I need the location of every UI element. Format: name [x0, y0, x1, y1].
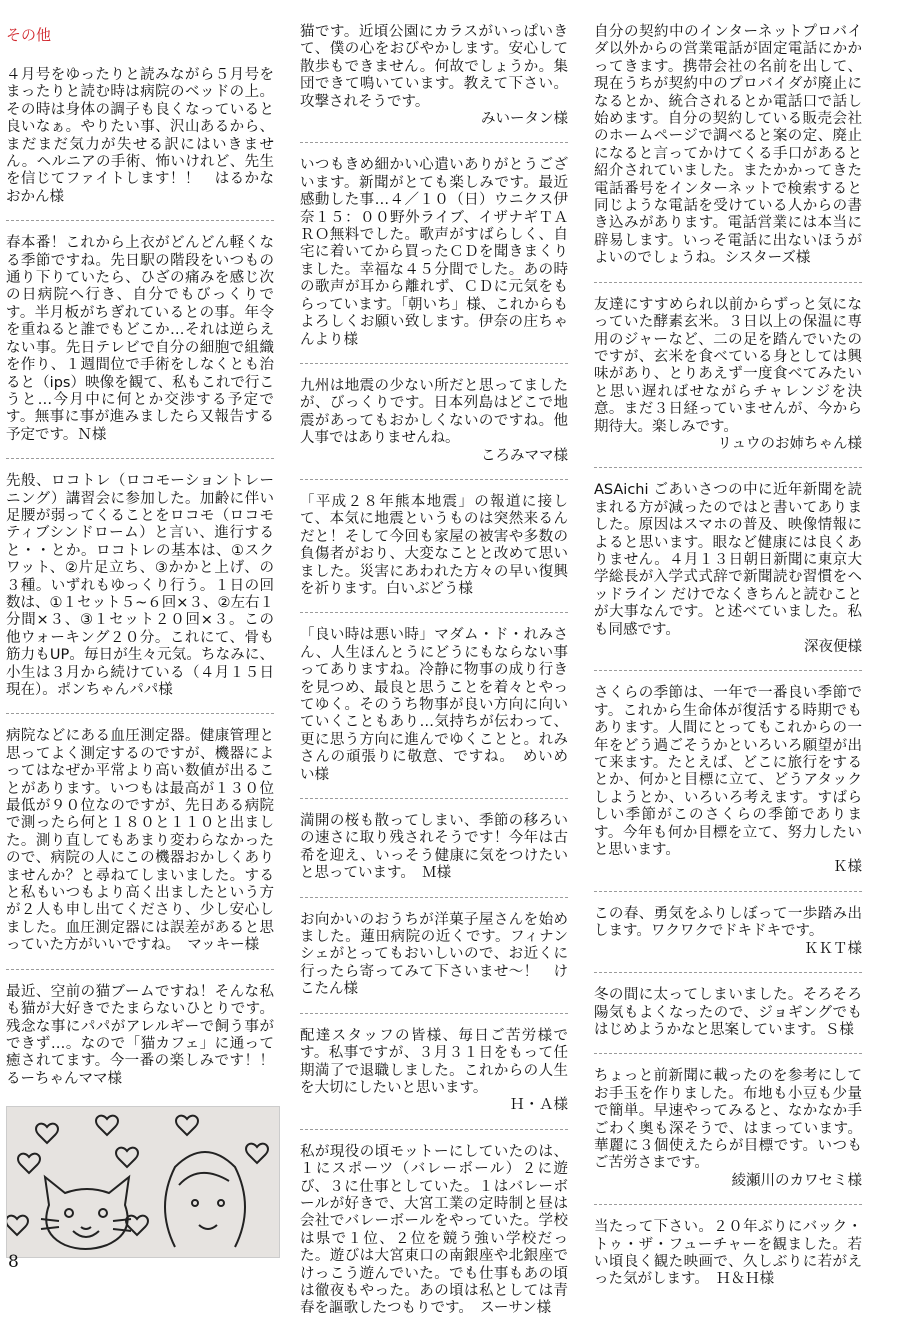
letter-body: 「平成２８年熊本地震」の報道に接して、本気に地震というものは突然来るんだと！そして今回も家屋の被害や多数の負傷者がおり、大変なことと改めて思いました。災害にあわれた方々の早い復興を祈ります。白いぶどう様 — [300, 493, 568, 597]
letter-signature: Ｋ様 — [833, 859, 862, 876]
reader-letter — [594, 282, 862, 468]
reader-letter — [300, 612, 568, 798]
reader-letter — [6, 458, 274, 713]
reader-letter — [594, 972, 862, 1053]
reader-letter — [594, 1053, 862, 1204]
letter-body: ４月号をゆったりと読みながら５月号をまったりと読む時は病院のベッドの上。その時は身体の調子も良くなっていると良いなぁ。やりたい事、沢山あるから、まだまだ気力が失せる訳にはいきません。ヘルニアの手術、怖いけれど、先生を信じてファイトします！！ はるかなおかん様 — [6, 67, 274, 205]
letter-body: 最近、空前の猫ブームですね！そんな私も猫が大好きでたまらないひとりです。残念な事にパパがアレルギーで飼う事ができず…。なので「猫カフェ」に通って癒されてます。今一番の楽しみです！！ るーちゃんママ様 — [6, 983, 289, 1087]
section-title: その他 — [6, 26, 52, 44]
reader-letter — [6, 969, 289, 1102]
reader-letter — [6, 67, 274, 220]
reader-letter — [300, 798, 568, 897]
column-1 — [6, 24, 289, 1258]
reader-letter — [300, 897, 568, 1013]
reader-letter — [6, 713, 274, 968]
letter-signature: Ｈ・Ａ様 — [510, 1097, 568, 1114]
letter-signature: みいータン様 — [481, 111, 568, 128]
reader-letter — [300, 24, 568, 142]
letter-body: ASAichi ごあいさつの中に近年新聞を読まれる方が減ったのではと書いてありました。原因はスマホの普及、映像情報によると思います。眼など健康には良くありません。４月１３日朝日新聞に東京大学総長が入学式式辞で新聞読む習慣をヘッドライン だけでなくきちんと読むことが大事なんです。と述べていました。私も同感です。 — [594, 482, 862, 638]
letter-body: 「良い時は悪い時」マダム・ド・れみさん、人生ほんとうにどうにもならない事ってありますね。冷静に物事の成り行きを見つめ、最良と思うことを着々とやってゆく。そのうち物事が良い方向に向いていくこともあり…気持ちが伝わって、更に思う方向に進んでゆくことと。れみさんの頑張りに敬意、ですね。 めいめい様 — [300, 627, 568, 783]
reader-letter — [594, 891, 862, 972]
letter-body: 病院などにある血圧測定器。健康管理と思ってよく測定するのですが、機器によってはなぜか平常より高い数値が出ることがあります。いつもは最高が１３０位最低が９０位なのですが、先日ある病院で測ったら何と１８０と１１０と出ました。測り直してもあまり変わらなかったので、病院の人にこの機器おかしくありませんか？と尋ねてしまいました。すると私もいつもより高く出ましたという方が２人も申し出てくださり、少し安心しました。血圧測定器には誤差があると思っていた方がいいですね。 マッキー様 — [6, 728, 274, 954]
letter-body: ちょっと前新聞に載ったのを参考にしてお手玉を作りました。布地も小豆も少量で簡単。早速やってみると、なかなか手ごわく奥も深そうで、はまっています。華麗に３個使えたらが目標です。いつもご苦労さまです。 — [594, 1068, 862, 1172]
reader-letter — [594, 1204, 862, 1303]
column-1-entries — [6, 67, 289, 1102]
letter-signature: ころみママ様 — [481, 447, 568, 464]
column-3 — [594, 24, 862, 1303]
illustration-cat-and-girl — [6, 1106, 280, 1258]
column-2-entries — [300, 24, 568, 1332]
letter-body: 九州は地震の少ない所だと思ってましたが、びっくりです。日本列島はどこで地震があってもおかしくないのですね。他人事ではありませんね。 — [300, 377, 568, 447]
letter-signature: 綾瀬川のカワセミ様 — [731, 1172, 862, 1189]
reader-letter — [594, 670, 862, 890]
reader-letter — [594, 24, 862, 282]
reader-letter — [300, 142, 568, 362]
column-2 — [300, 24, 568, 1332]
letter-body: さくらの季節は、一年で一番良い季節です。これから生命体が復活する時期でもあります。人間にとってもこれからの一年をどう過ごそうかといろいろ願望が出て来ます。たとえば、どこに旅行をするとか、何かと目標に立て、どうアタックしようとか、いろいろ考えます。すばらしい季節がこのさくらの季節であります。今年も何か目標を立て、努力したいと思います。 — [594, 685, 862, 859]
letter-body: 猫です。近頃公園にカラスがいっぱいきて、僕の心をおびやかします。安心して散歩もできません。何故でしょうか。集団できて鳴いています。教えて下さい。攻撃されそうです。 — [300, 24, 568, 110]
reader-letter — [6, 220, 274, 458]
letter-body: 春本番！これから上衣がどんどん軽くなる季節ですね。先日駅の階段をいつもの通り下りていたら、ひざの痛みを感じ次の日病院へ行き、自分でもびっくりです。半月板がちぎれているとの事。年令を重ねると誰でもどこか…それは逆らえない事。先日テレビで自分の細胞で組織を作り、１週間位で手術をしなくとも治ると（ips）映像を観て、私もこれで行こうと…今月中に何とか交渉する予定です。無事に事が進みましたら又報告する予定です。Ｎ様 — [6, 235, 274, 443]
reader-letter — [594, 467, 862, 670]
letter-body: お向かいのおうちが洋菓子屋さんを始めました。蓮田病院の近くです。フィナンシェがとってもおいしいので、お近くに行ったら寄ってみて下さいませ～！ けこたん様 — [300, 911, 568, 998]
letter-body: 友達にすすめられ以前からずっと気になっていた酵素玄米。３日以上の保温に専用のジャーなど、二の足を踏んでいたのですが、玄米を食べている身としては興味があり、とりあえず一度食べてみたいと思い遅ればせながらチャレンジを決意。まだ３日経っていませんが、今から期待大。楽しみです。 — [594, 296, 862, 435]
letter-body: いつもきめ細かい心遣いありがとうございます。新聞がとても楽しみです。最近感動した事…４／１０（日）ウニクス伊奈１５：００野外ライブ、イザナギＴＡＲＯ無料でした。歌声がすばらしく、自宅に着いてから買ったＣＤを聞きまくりました。幸福な４５分間でした。あの時の歌声が耳から離れず、ＣＤに元気をもらっています。「朝いち」様、これからもよろしくお願い致します。伊奈の庄ちゃんより様 — [300, 157, 568, 348]
letter-body: 冬の間に太ってしまいました。そろそろ陽気もよくなったので、ジョギングでもはじめようかなと思案しています。Ｓ様 — [594, 987, 862, 1038]
letter-signature: ＫＫＴ様 — [804, 940, 862, 957]
reader-letter — [300, 1129, 568, 1332]
letter-body: 先般、ロコトレ（ロコモーショントレーニング）講習会に参加した。加齢に伴い足腰が弱ってくることをロコモ（ロコモティブシンドローム）と言い、進行すると・・とか。ロコトレの基本は、①スクワット、②片足立ち、③かかと上げ、の３種。いずれもゆっくり行う。１日の回数は、①１セット５~６回×３、②左右１分間×３、③１セット２０回×３。この他ウォーキング２０分。これにて、骨も筋力もUP。毎日が生々元気。ちなみに、小生は３月から続けている（４月１５日現在）。ポンちゃんパパ様 — [6, 473, 274, 698]
reader-letter — [300, 479, 568, 612]
page-number: 8 — [8, 1252, 19, 1272]
letter-body: 私が現役の頃モットーにしていたのは、１にスポーツ（バレーボール）２に遊び、３に仕事としていた。１はバレーボールが好きで、大宮工業の定時制と昼は会社でバレーボールをやっていた。学校は県で１位、２位を競う強い学校だった。遊びは大宮東口の南銀座や北銀座でけっこう遊んでいた。でも仕事もあの頃は徹夜もやった。あの頃は私としては青春を謳歌したつもりです。 スーサン様 — [300, 1143, 568, 1317]
column-3-entries — [594, 24, 862, 1303]
reader-letter — [300, 363, 568, 479]
hearts-cat-girl-drawing — [7, 1107, 279, 1257]
letter-signature: 深夜便様 — [804, 639, 862, 655]
letter-body: この春、勇気をふりしぼって一歩踏み出します。ワクワクでドキドキです。 — [594, 905, 862, 940]
letter-body: 当たって下さい。２０年ぶりにバック・トゥ・ザ・フューチャーを観ました。若い頃良く観た映画で、久しぶりに若がえった気がします。 Ｈ＆Ｈ様 — [594, 1219, 862, 1288]
letter-body: 配達スタッフの皆様、毎日ご苦労様です。私事ですが、３月３１日をもって任期満了で退職しました。これからの人生を大切にしたいと思います。 — [300, 1027, 568, 1096]
letter-signature: リュウのお姉ちゃん様 — [717, 435, 862, 452]
letter-body: 自分の契約中のインターネットプロバイダ以外からの営業電話が固定電話にかかってきます。携帯会社の名前を出して、現在うちが契約中のプロバイダが廃止になるとか、統合されるとか電話口で話し始めます。自分の契約している販売会社のホームページで調べると案の定、廃止になると言ってかけてくる手口があると紹介されていました。またかかってきた電話番号をインターネットで検索すると同じような電話を受けている人からの書き込みがあります。電話営業には本当に辟易します。いっそ電話に出ないほうがよいのでしょうね。シスターズ様 — [594, 24, 862, 267]
reader-letter — [300, 1013, 568, 1129]
letter-body: 満開の桜も散ってしまい、季節の移ろいの速さに取り残されそうです！今年は古希を迎え、いっそう健康に気をつけたいと思っています。 Ｍ様 — [300, 813, 568, 882]
